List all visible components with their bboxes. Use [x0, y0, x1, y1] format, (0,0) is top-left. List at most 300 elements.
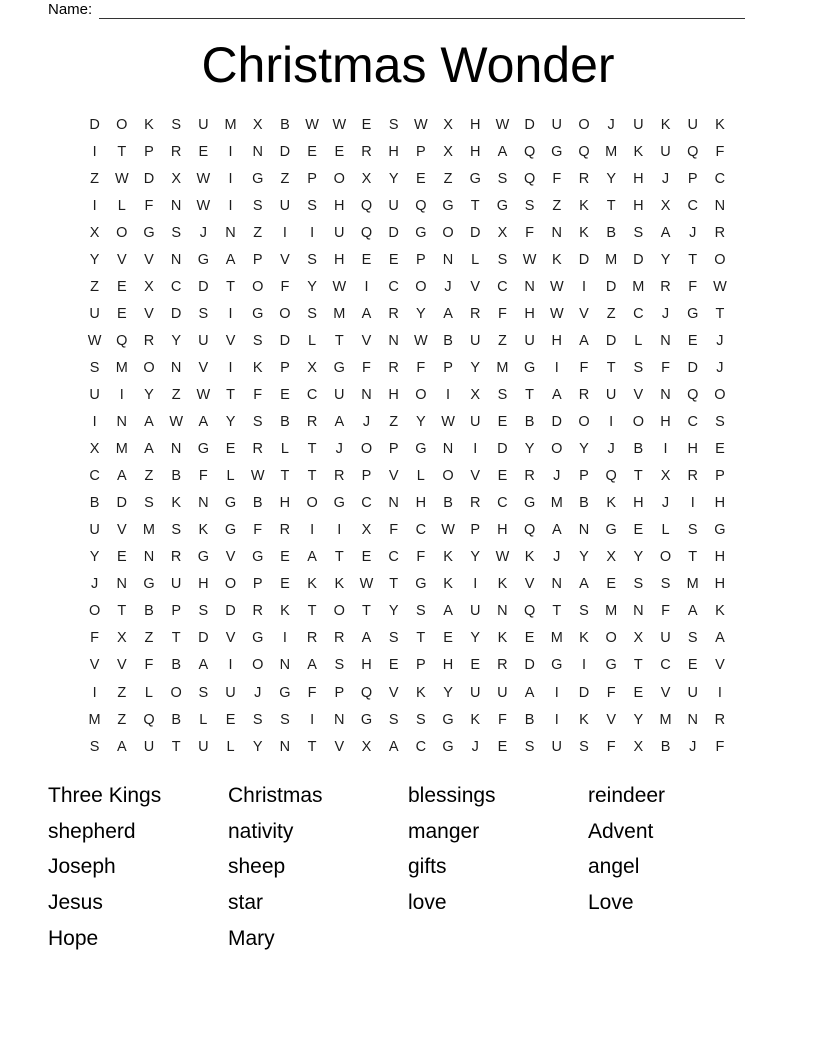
grid-cell: T	[633, 657, 643, 674]
grid-cell: X	[497, 224, 508, 241]
grid-cell: W	[414, 116, 428, 133]
word-list-column	[588, 778, 768, 957]
grid-cell: A	[551, 386, 562, 403]
grid-cell: P	[470, 522, 481, 539]
grid-row	[81, 652, 734, 679]
grid-cell: B	[171, 711, 181, 728]
grid-cell: I	[228, 170, 233, 187]
grid-cell: C	[361, 495, 372, 512]
grid-cell: T	[307, 738, 317, 755]
grid-cell: O	[143, 359, 155, 376]
grid-cell: E	[524, 630, 535, 647]
word-list	[48, 778, 768, 957]
grid-cell: D	[578, 251, 590, 268]
grid-cell: W	[114, 170, 129, 187]
grid-cell: B	[252, 495, 263, 512]
grid-cell: Y	[416, 414, 426, 431]
grid-cell: U	[469, 332, 481, 349]
grid-cell: K	[715, 116, 725, 133]
word-list-item: gifts	[408, 855, 447, 879]
grid-cell: W	[196, 197, 211, 214]
grid-cell: N	[170, 441, 182, 458]
grid-cell: Y	[307, 278, 317, 295]
grid-cell: G	[523, 495, 536, 512]
word-list-item: angel	[588, 855, 640, 879]
grid-cell: G	[469, 170, 481, 187]
word-list-item: sheep	[228, 855, 286, 879]
grid-cell: E	[606, 576, 616, 593]
grid-cell: M	[115, 359, 128, 376]
grid-cell: G	[252, 305, 264, 322]
grid-cell: I	[554, 711, 559, 728]
grid-cell: O	[333, 603, 345, 620]
grid-cell: S	[388, 116, 399, 133]
grid-cell: A	[687, 603, 698, 620]
grid-cell: X	[443, 143, 453, 160]
grid-cell: L	[661, 522, 670, 539]
grid-cell: R	[279, 522, 291, 539]
grid-cell: T	[525, 386, 535, 403]
grid-cell: U	[225, 684, 236, 701]
grid-cell: M	[605, 143, 618, 160]
grid-cell: K	[579, 630, 589, 647]
grid-cell: D	[143, 170, 155, 187]
grid-cell: V	[715, 657, 725, 674]
grid-cell: P	[687, 170, 698, 187]
grid-cell: K	[416, 684, 426, 701]
grid-cell: I	[473, 576, 478, 593]
grid-cell: S	[171, 224, 181, 241]
grid-cell: D	[578, 684, 590, 701]
grid-cell: W	[87, 332, 102, 349]
grid-cell: E	[334, 143, 345, 160]
grid-cell: C	[89, 468, 100, 485]
grid-cell: V	[606, 711, 616, 728]
grid-cell: N	[170, 359, 182, 376]
grid-cell: T	[334, 332, 344, 349]
grid-cell: H	[469, 116, 481, 133]
grid-cell: N	[334, 711, 345, 728]
grid-row	[81, 409, 734, 436]
grid-cell: F	[688, 278, 698, 295]
grid-cell: M	[333, 305, 346, 322]
grid-cell: T	[688, 251, 698, 268]
grid-cell: F	[661, 603, 670, 620]
grid-cell: Y	[524, 441, 535, 458]
grid-cell: Z	[443, 170, 453, 187]
grid-cell: Z	[171, 386, 181, 403]
grid-cell: I	[282, 224, 287, 241]
grid-cell: N	[388, 332, 399, 349]
grid-cell: S	[280, 711, 290, 728]
grid-cell: S	[198, 684, 209, 701]
grid-cell: G	[496, 197, 509, 214]
grid-cell: T	[307, 441, 317, 458]
grid-cell: C	[687, 197, 698, 214]
grid-cell: I	[92, 684, 97, 701]
grid-cell: Y	[633, 711, 644, 728]
grid-cell: K	[633, 143, 644, 160]
grid-cell: Q	[523, 143, 536, 160]
grid-cell: J	[716, 332, 724, 349]
grid-cell: D	[198, 278, 209, 295]
grid-cell: Z	[606, 305, 616, 322]
grid-cell: E	[388, 657, 399, 674]
grid-cell: A	[307, 549, 317, 566]
grid-cell: A	[361, 630, 372, 647]
grid-cell: S	[252, 332, 263, 349]
grid-cell: J	[553, 549, 561, 566]
grid-cell: M	[605, 251, 618, 268]
grid-cell: B	[660, 738, 671, 755]
grid-cell: H	[714, 576, 726, 593]
grid-cell: F	[579, 359, 589, 376]
grid-cell: B	[443, 495, 453, 512]
grid-cell: U	[524, 332, 535, 349]
grid-cell: M	[142, 522, 156, 539]
grid-cell: D	[524, 116, 535, 133]
grid-cell: V	[116, 657, 127, 674]
grid-cell: R	[687, 468, 698, 485]
grid-cell: E	[633, 684, 644, 701]
grid-cell: A	[225, 251, 236, 268]
grid-cell: R	[497, 657, 508, 674]
grid-cell: X	[171, 170, 181, 187]
grid-cell: J	[90, 576, 99, 593]
grid-cell: S	[89, 359, 100, 376]
grid-cell: B	[89, 495, 100, 512]
grid-cell: S	[579, 603, 589, 620]
grid-cell: W	[305, 116, 319, 133]
grid-cell: E	[388, 251, 399, 268]
grid-cell: D	[279, 143, 291, 160]
grid-cell: V	[388, 468, 399, 485]
grid-cell: F	[416, 549, 426, 566]
grid-cell: N	[660, 386, 671, 403]
grid-cell: V	[524, 576, 535, 593]
grid-cell: Q	[360, 684, 373, 701]
grid-cell: N	[143, 549, 155, 566]
grid-cell: C	[497, 278, 508, 295]
grid-cell: F	[307, 684, 317, 701]
grid-cell: I	[554, 359, 559, 376]
grid-row	[81, 273, 734, 300]
grid-cell: M	[659, 711, 672, 728]
grid-cell: T	[362, 603, 371, 620]
grid-cell: D	[605, 278, 617, 295]
grid-cell: M	[115, 441, 128, 458]
grid-cell: W	[495, 116, 510, 133]
word-list-item: love	[408, 891, 447, 915]
grid-cell: F	[715, 143, 725, 160]
grid-cell: Q	[415, 197, 427, 214]
word-list-item: Jesus	[48, 891, 103, 915]
grid-cell: C	[415, 738, 427, 755]
grid-cell: X	[660, 197, 671, 214]
grid-cell: V	[660, 684, 671, 701]
grid-cell: B	[280, 116, 290, 133]
grid-cell: S	[388, 630, 399, 647]
grid-cell: O	[605, 630, 617, 647]
grid-cell: P	[334, 684, 345, 701]
grid-cell: Q	[360, 197, 373, 214]
grid-cell: T	[470, 197, 480, 214]
grid-cell: R	[388, 305, 399, 322]
grid-cell: S	[633, 224, 644, 241]
grid-cell: V	[280, 251, 290, 268]
grid-cell: V	[470, 278, 481, 295]
grid-cell: P	[416, 143, 426, 160]
grid-cell: P	[416, 251, 426, 268]
grid-cell: R	[170, 549, 182, 566]
grid-cell: S	[524, 738, 535, 755]
grid-cell: S	[307, 251, 317, 268]
grid-cell: F	[525, 224, 535, 241]
grid-cell: E	[116, 278, 127, 295]
grid-cell: Y	[470, 630, 481, 647]
grid-cell: G	[360, 711, 373, 728]
word-list-item: shepherd	[48, 819, 136, 843]
grid-row	[81, 381, 734, 408]
grid-cell: D	[388, 224, 399, 241]
grid-cell: H	[714, 549, 726, 566]
grid-cell: T	[280, 468, 290, 485]
grid-cell: S	[144, 495, 154, 512]
grid-cell: W	[549, 305, 564, 322]
grid-cell: E	[416, 170, 426, 187]
grid-cell: T	[552, 603, 562, 620]
grid-row	[81, 544, 734, 571]
grid-cell: C	[633, 305, 644, 322]
grid-cell: X	[252, 116, 263, 133]
grid-cell: I	[554, 684, 559, 701]
grid-cell: L	[471, 251, 480, 268]
grid-cell: M	[550, 495, 563, 512]
grid-cell: U	[198, 738, 209, 755]
grid-cell: B	[171, 468, 181, 485]
grid-cell: D	[551, 414, 563, 431]
grid-cell: C	[388, 549, 399, 566]
grid-cell: S	[687, 522, 698, 539]
word-list-item: blessings	[408, 784, 496, 807]
word-list-item: Three Kings	[48, 784, 162, 807]
grid-cell: E	[470, 657, 481, 674]
grid-cell: S	[171, 522, 181, 539]
grid-cell: R	[334, 468, 345, 485]
grid-cell: O	[170, 684, 182, 701]
grid-cell: P	[361, 468, 372, 485]
grid-cell: Z	[497, 332, 507, 349]
grid-cell: E	[687, 657, 698, 674]
grid-cell: L	[144, 684, 153, 701]
grid-cell: D	[89, 116, 100, 133]
grid-cell: P	[443, 359, 453, 376]
grid-cell: W	[549, 278, 564, 295]
grid-cell: Y	[633, 549, 644, 566]
grid-cell: O	[333, 170, 345, 187]
grid-cell: R	[578, 386, 590, 403]
grid-cell: Z	[389, 414, 399, 431]
grid-cell: C	[660, 657, 671, 674]
grid-cell: D	[633, 251, 644, 268]
word-list-item: manger	[408, 819, 480, 843]
grid-cell: U	[633, 116, 644, 133]
grid-cell: I	[581, 278, 586, 295]
grid-cell: A	[715, 630, 725, 647]
grid-cell: E	[198, 143, 209, 160]
grid-cell: E	[715, 441, 725, 458]
grid-cell: J	[661, 170, 670, 187]
word-search-grid	[81, 111, 734, 760]
grid-row	[81, 354, 734, 381]
grid-cell: K	[252, 359, 263, 376]
grid-cell: U	[469, 684, 481, 701]
grid-cell: Q	[523, 522, 536, 539]
grid-cell: A	[361, 305, 372, 322]
grid-cell: N	[116, 576, 128, 593]
grid-cell: S	[252, 414, 263, 431]
grid-cell: K	[470, 711, 481, 728]
word-list-column	[408, 778, 588, 957]
grid-cell: R	[714, 224, 726, 241]
grid-cell: R	[143, 332, 155, 349]
grid-cell: R	[469, 305, 481, 322]
grid-cell: O	[360, 441, 373, 458]
grid-cell: E	[225, 711, 236, 728]
grid-row	[81, 246, 734, 273]
grid-cell: V	[633, 386, 644, 403]
grid-cell: Z	[90, 278, 100, 295]
grid-cell: R	[524, 468, 535, 485]
grid-cell: K	[524, 549, 535, 566]
grid-cell: E	[497, 738, 508, 755]
grid-cell: B	[633, 441, 644, 458]
grid-cell: E	[361, 116, 372, 133]
grid-cell: G	[252, 549, 264, 566]
grid-cell: X	[89, 441, 100, 458]
grid-cell: G	[442, 711, 454, 728]
grid-cell: H	[469, 143, 481, 160]
grid-cell: I	[473, 441, 478, 458]
grid-cell: X	[606, 549, 616, 566]
grid-cell: O	[279, 305, 291, 322]
grid-cell: R	[361, 143, 372, 160]
grid-cell: A	[334, 414, 345, 431]
grid-cell: H	[334, 251, 345, 268]
grid-cell: N	[551, 224, 563, 241]
grid-cell: G	[523, 359, 536, 376]
grid-cell: W	[522, 251, 537, 268]
grid-cell: X	[361, 170, 372, 187]
grid-cell: K	[280, 603, 290, 620]
grid-cell: G	[143, 576, 155, 593]
grid-cell: U	[687, 684, 698, 701]
grid-cell: R	[578, 170, 590, 187]
grid-cell: E	[280, 576, 290, 593]
grid-row	[81, 571, 734, 598]
grid-cell: W	[250, 468, 265, 485]
grid-cell: O	[116, 224, 128, 241]
grid-cell: T	[307, 468, 317, 485]
grid-cell: G	[442, 738, 454, 755]
grid-cell: Y	[89, 549, 100, 566]
grid-cell: V	[116, 251, 127, 268]
grid-cell: Y	[606, 170, 616, 187]
grid-cell: W	[441, 522, 455, 539]
grid-cell: I	[228, 197, 233, 214]
grid-cell: Y	[388, 170, 399, 187]
grid-cell: K	[144, 116, 154, 133]
grid-cell: E	[280, 386, 290, 403]
word-list-column	[228, 778, 408, 957]
grid-cell: V	[144, 305, 154, 322]
grid-cell: L	[634, 332, 643, 349]
grid-cell: G	[224, 522, 237, 539]
grid-cell: I	[690, 495, 695, 512]
grid-cell: S	[497, 251, 508, 268]
grid-cell: J	[689, 738, 697, 755]
grid-cell: K	[497, 576, 508, 593]
grid-cell: R	[660, 278, 671, 295]
grid-cell: T	[226, 386, 235, 403]
grid-cell: T	[606, 359, 616, 376]
grid-cell: Y	[89, 251, 100, 268]
grid-cell: U	[497, 684, 508, 701]
grid-cell: O	[578, 414, 590, 431]
grid-cell: E	[361, 251, 372, 268]
grid-cell: K	[715, 603, 725, 620]
grid-cell: F	[198, 468, 208, 485]
grid-cell: F	[389, 522, 399, 539]
grid-cell: O	[578, 116, 590, 133]
grid-cell: T	[416, 630, 426, 647]
grid-cell: K	[443, 576, 453, 593]
grid-cell: L	[308, 332, 317, 349]
grid-cell: Z	[144, 468, 154, 485]
grid-cell: S	[416, 711, 426, 728]
grid-cell: J	[254, 684, 262, 701]
grid-cell: S	[579, 738, 589, 755]
grid-cell: N	[660, 332, 671, 349]
grid-cell: J	[607, 441, 615, 458]
grid-cell: L	[226, 468, 235, 485]
word-list-item: Joseph	[48, 855, 116, 879]
grid-cell: V	[225, 549, 236, 566]
grid-cell: M	[224, 116, 237, 133]
grid-cell: T	[389, 576, 399, 593]
grid-cell: G	[197, 549, 209, 566]
grid-row	[81, 733, 734, 760]
grid-cell: Z	[552, 197, 562, 214]
grid-cell: E	[280, 549, 290, 566]
grid-cell: W	[359, 576, 374, 593]
grid-cell: S	[524, 197, 535, 214]
grid-row	[81, 679, 734, 706]
grid-cell: R	[334, 630, 345, 647]
grid-cell: Q	[578, 143, 590, 160]
grid-cell: B	[144, 603, 154, 620]
grid-cell: N	[170, 251, 182, 268]
grid-cell: E	[687, 332, 698, 349]
grid-cell: B	[443, 332, 453, 349]
grid-cell: C	[687, 414, 698, 431]
grid-cell: J	[362, 414, 371, 431]
grid-cell: O	[306, 495, 318, 512]
grid-cell: Y	[171, 332, 181, 349]
grid-cell: V	[470, 468, 481, 485]
grid-cell: W	[332, 278, 347, 295]
grid-cell: V	[144, 251, 154, 268]
